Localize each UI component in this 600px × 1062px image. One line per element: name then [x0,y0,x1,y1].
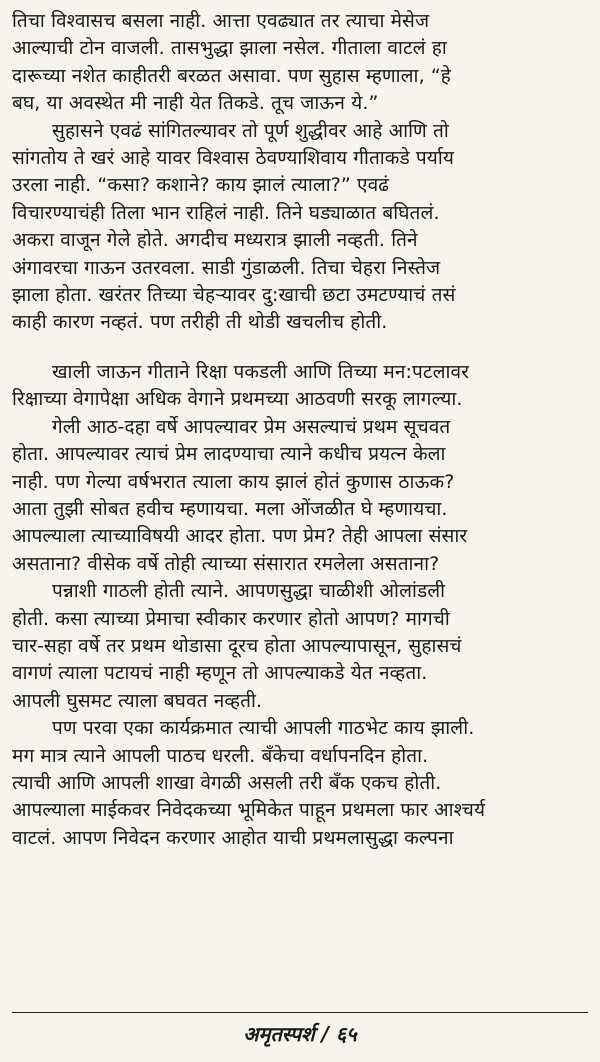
text-line: दारूच्या नशेत काहीतरी बरळत असावा. पण सुहास म्हणाला, “हे [12,64,451,87]
text-line: गेली आठ-दहा वर्षे आपल्यावर प्रेम असल्याचं प्रथम सूचवत [52,415,451,438]
text-line: आपली घुसमट त्याला बघवत नव्हती. [12,689,263,712]
text-line: आता तुझी सोबत हवीच म्हणायचा. मला ओंजळीत घे म्हणायचा. [12,497,448,520]
text-line: सांगतोय ते खरं आहे यावर विश्वास ठेवण्याशिवाय गीताकडे पर्याय [12,147,454,170]
paragraph [12,118,588,337]
text-line: त्याची आणि आपली शाखा वेगळी असली तरी बँक एकच होती. [12,771,442,794]
text-line: विचारण्याचंही तिला भान राहिलं नाही. तिने घड्याळात बघितलं. [12,201,440,224]
footer-divider [12,1012,588,1013]
text-line: चार-सहा वर्षे तर प्रथम थोडासा दूरच होता आपल्यापासून, सुहासचं [12,634,462,657]
text-line: आल्याची टोन वाजली. तासभुद्धा झाला नसेल. गीताला वाटलं हा [12,37,447,60]
paragraph [12,578,588,715]
text-line: मग मात्र त्याने आपली पाठच धरली. बँकेचा वर्धापनदिन होता. [12,744,429,767]
text-line: नाही. पण गेल्या वर्षभरात त्याला काय झालं होतं कुणास ठाऊक? [12,470,455,493]
paragraph [12,715,588,852]
text-line: उरला नाही. “कसा? कशाने? काय झालं त्याला?” एवढं [12,174,390,197]
text-line: पन्नाशी गाठली होती त्याने. आपणसुद्धा चाळीशी ओलांडली [52,580,446,603]
paragraph [12,414,588,578]
text-line: होता. आपल्यावर त्याचं प्रेम लादण्याचा त्याने कधीच प्रयत्न केला [12,443,446,466]
text-line: रिक्षाच्या वेगापेक्षा अधिक वेगाने प्रथमच्या आठवणी सरकू लागल्या. [12,388,463,411]
text-line: सुहासने एवढं सांगितल्यावर तो पूर्ण शुद्धीवर आहे आणि तो [52,119,449,142]
text-line: खाली जाऊन गीताने रिक्षा पकडली आणि तिच्या मन:पटलावर [52,360,470,383]
text-line: आपल्याला त्याच्याविषयी आदर होता. पण प्रेम? तेही आपला संसार [12,525,468,548]
paragraph-gap [12,337,588,359]
text-line: वाटलं. आपण निवेदन करणार आहोत याची प्रथमलासुद्धा कल्पना [12,826,454,849]
text-line: होती. कसा त्याच्या प्रेमाचा स्वीकार करणार होतो आपण? मागची [12,607,450,630]
text-line: तिचा विश्वासच बसला नाही. आत्ता एवढ्यात तर त्याचा मेसेज [12,10,430,32]
text-line: बघ, या अवस्थेत मी नाही येत तिकडे. तूच जाऊन ये.” [12,92,379,115]
paragraph [12,359,588,414]
text-line: अंगावरचा गाऊन उतरवला. साडी गुंडाळली. तिचा चेहरा निस्तेज [12,256,441,279]
text-line: असताना? वीसेक वर्षे तोही त्याच्या संसारात रमलेला असताना? [12,552,440,575]
page-body-text [12,8,588,852]
page-footer: अमृतस्पर्श / ६५ [243,1022,357,1046]
text-line: वागणं त्याला पटायचं नाही म्हणून तो आपल्याकडे येत नव्हता. [12,662,428,685]
text-line: काही कारण नव्हतं. पण तरीही ती थोडी खचलीच होती. [12,311,388,334]
text-line: आपल्याला माईकवर निवेदकच्या भूमिकेत पाहून प्रथमला फार आश्चर्य [12,799,486,822]
text-line: झाला होता. खरंतर तिच्या चेहऱ्यावर दु:खाची छटा उमटण्याचं तसं [12,284,456,307]
paragraph [12,8,588,118]
text-line: अकरा वाजून गेले होते. अगदीच मध्यरात्र झाली नव्हती. तिने [12,229,418,252]
text-line: पण परवा एका कार्यक्रमात त्याची आपली गाठभेट काय झाली. [52,717,475,740]
